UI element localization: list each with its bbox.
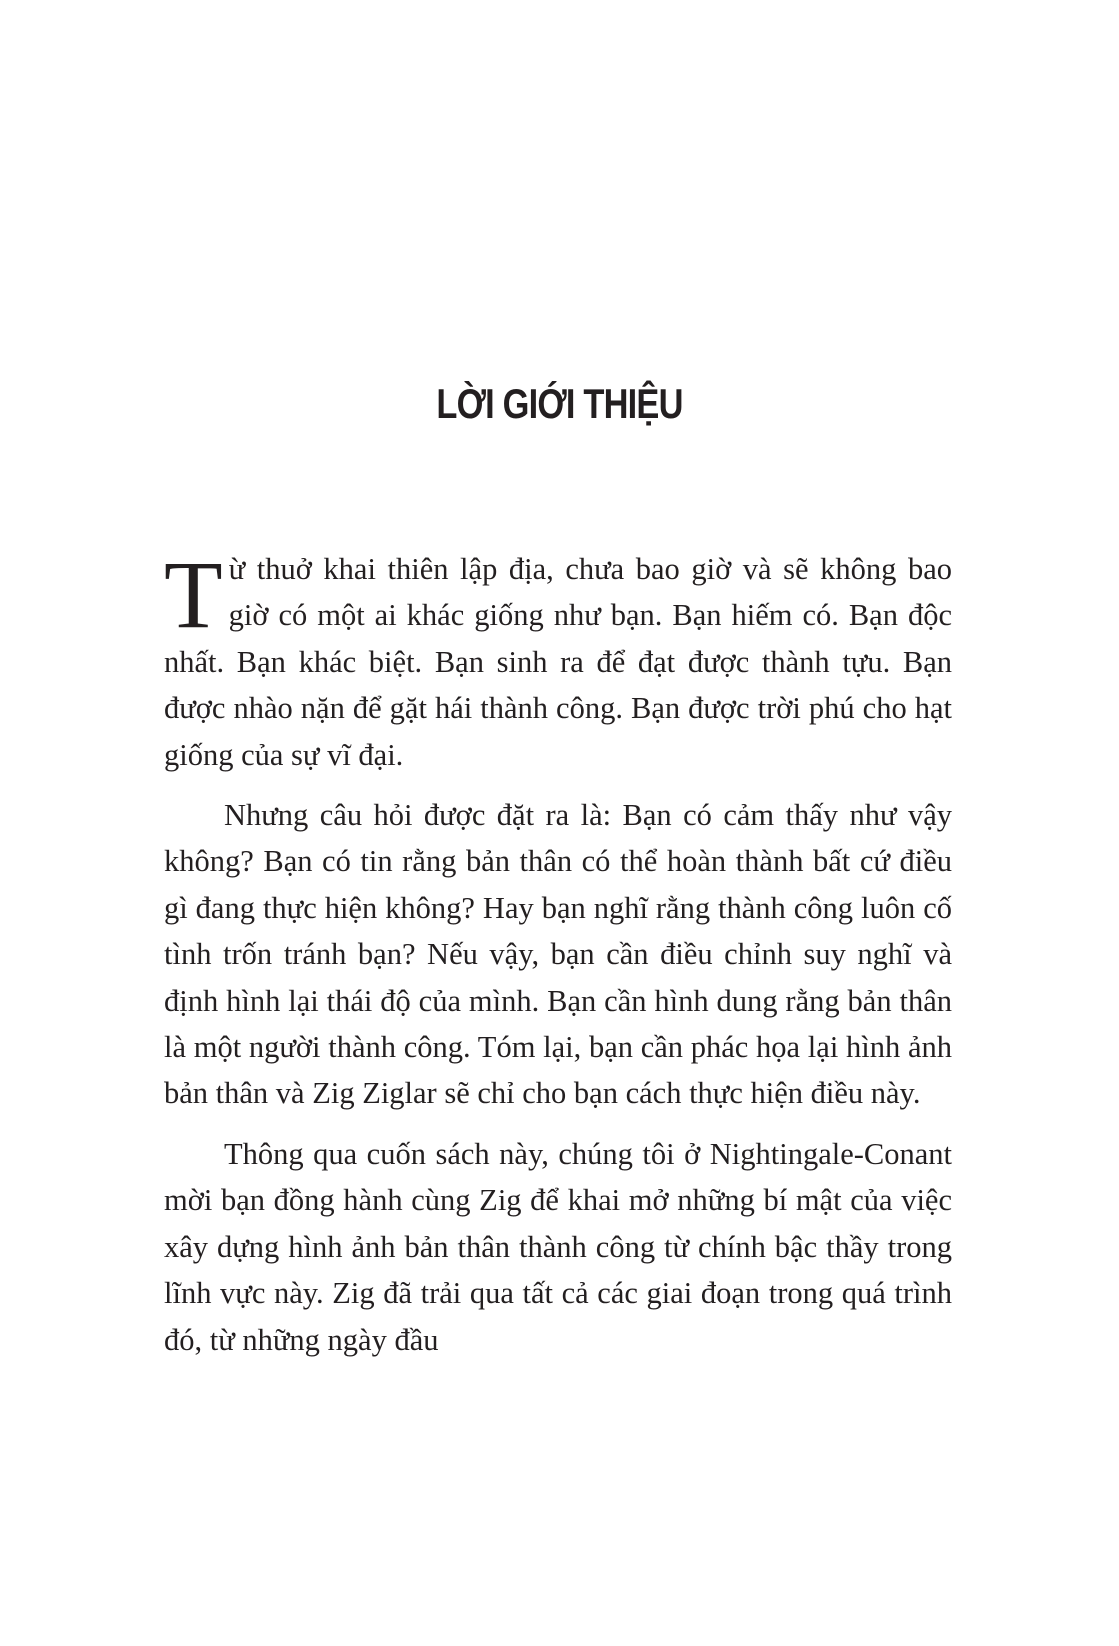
paragraph-3: Thông qua cuốn sách này, chúng tôi ở Nightingale-Conant mời bạn đồng hành cùng Zig để khai mở những bí mật của việc xây dựng hình ảnh bản thân thành công từ chính bậc thầy trong lĩnh vực này. Zig đã trải qua tất cả các giai đoạn trong quá trình đó, từ những ngày đầu — [164, 1136, 952, 1357]
paragraph-1-text: ừ thuở khai thiên lập địa, chưa bao giờ và sẽ không bao giờ có một ai khác giống như bạn. Bạn hiếm có. Bạn độc nhất. Bạn khác biệt. Bạn sinh ra để đạt được thành tựu. Bạn được nhào nặn để gặt hái thành công. Bạn được trời phú cho hạt giống của sự vĩ đại. — [164, 552, 952, 772]
paragraph-1 — [164, 541, 952, 778]
paragraph-2: Nhưng câu hỏi được đặt ra là: Bạn có cảm thấy như vậy không? Bạn có tin rằng bản thân có thể hoàn thành bất cứ điều gì đang thực hiện không? Hay bạn nghĩ rằng thành công luôn cố tình trốn tránh bạn? Nếu vậy, bạn cần điều chỉnh suy nghĩ và định hình lại thái độ của mình. Bạn cần hình dung rằng bản thân là một người thành công. Tóm lại, bạn cần phác họa lại hình ảnh bản thân và Zig Ziglar sẽ chỉ cho bạn cách thực hiện điều này. — [164, 798, 952, 1111]
drop-cap: T — [164, 541, 223, 648]
chapter-title: LỜI GIỚI THIỆU — [436, 380, 683, 427]
body-text — [164, 541, 952, 1363]
